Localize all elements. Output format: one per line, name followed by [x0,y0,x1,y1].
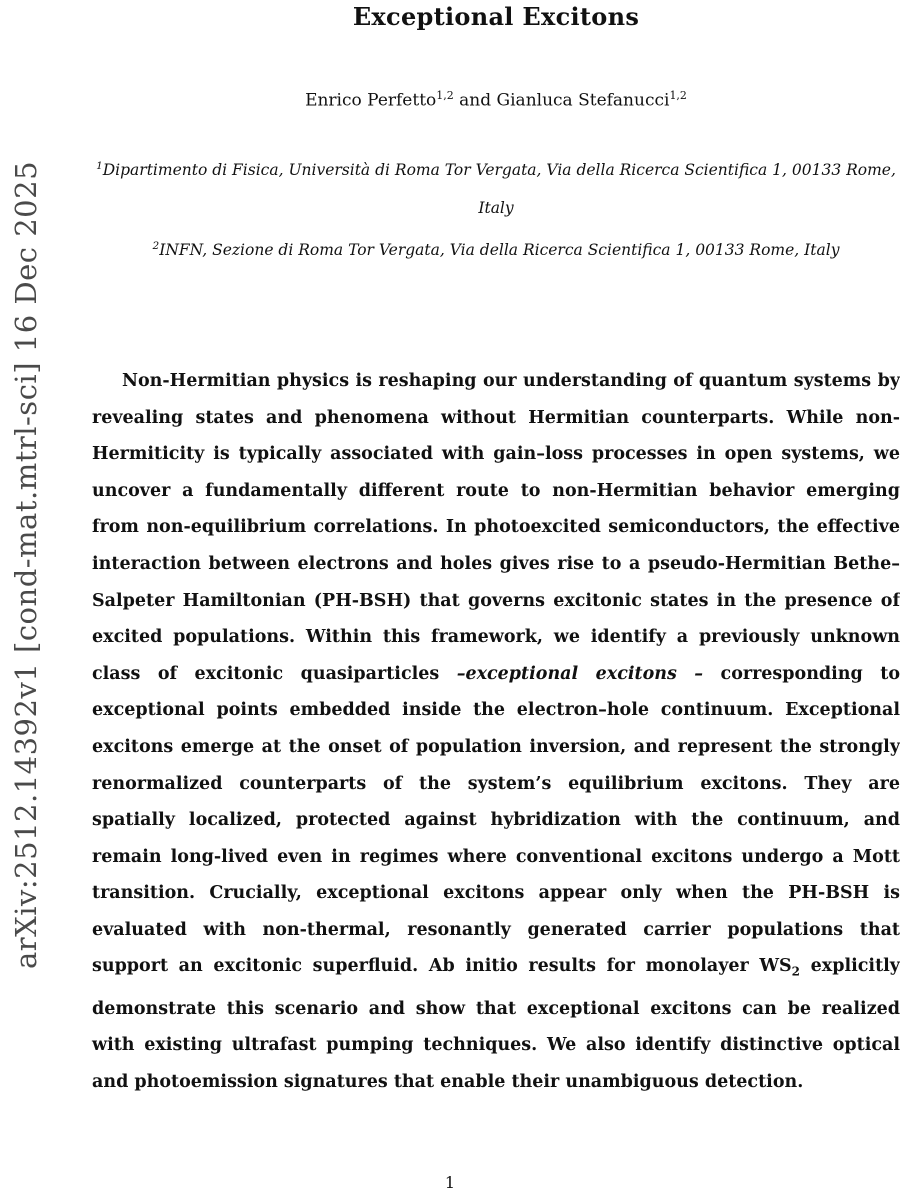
author-line [92,89,900,111]
abstract-text-part-3: explicitly demonstrate this scenario and show that exceptional excitons can be realized with existing ultrafast pumping techniques. We also identify distinctive optical and photoemission signatures that enable their unambiguous detection. [92,956,900,1092]
page-number: 1 [444,1173,456,1192]
affiliation-1 [92,147,900,227]
author-2-name: and Gianluca Stefanucci [453,90,670,111]
arxiv-watermark: arXiv:2512.14392v1 [cond-mat.mtrl-sci] 16 Dec 2025 [9,160,43,970]
abstract-italic-phrase: –exceptional excitons – [456,663,704,684]
abstract-text-part-1: Non-Hermitian physics is reshaping our understanding of quantum systems by revealing states and phenomena without Hermitian counterparts. While non-Hermiticity is typically associated with gain–loss processes in open systems, we uncover a fundamentally different route to non-Hermitian behavior emerging from non-equilibrium correlations. In photoexcited semiconductors, the effective interaction between electrons and holes gives rise to a pseudo-Hermitian Bethe–Salpeter Hamiltonian (PH-BSH) that governs excitonic states in the presence of excited populations. Within this framework, we identify a previously unknown class of excitonic quasiparticles [92,370,900,684]
affiliation-2-text: INFN, Sezione di Roma Tor Vergata, Via della Ricerca Scientifica 1, 00133 Rome, Italy [159,240,840,259]
affiliation-2-marker: 2 [152,239,160,252]
abstract-text-part-2: corresponding to exceptional points embedded inside the electron–hole continuum. Exceptional excitons emerge at the onset of population inversion, and represent the strongly renormalized counterparts of the system’s equilibrium excitons. They are spatially localized, protected against hybridization with the continuum, and remain long-lived even in regimes where conventional excitons undergo a Mott transition. Crucially, exceptional excitons appear only when the PH-BSH is evaluated with non-thermal, resonantly generated carrier populations that support an excitonic superfluid. Ab initio results for monolayer WS [92,663,900,977]
author-1-name: Enrico Perfetto [305,90,437,111]
affiliation-2 [92,227,900,269]
affiliation-1-text: Dipartimento di Fisica, Università di Roma Tor Vergata, Via della Ricerca Scientifica 1, 00133 Rome, Italy [102,160,896,217]
abstract-paragraph [92,363,900,1100]
affiliation-block [92,147,900,269]
author-1-affiliation-marker: 1,2 [436,89,454,102]
affiliation-1-marker: 1 [96,159,103,172]
paper-content [92,0,900,1100]
paper-title: Exceptional Excitons [352,2,640,31]
abstract-chemical-subscript: 2 [791,964,801,979]
author-2-affiliation-marker: 1,2 [669,89,687,102]
